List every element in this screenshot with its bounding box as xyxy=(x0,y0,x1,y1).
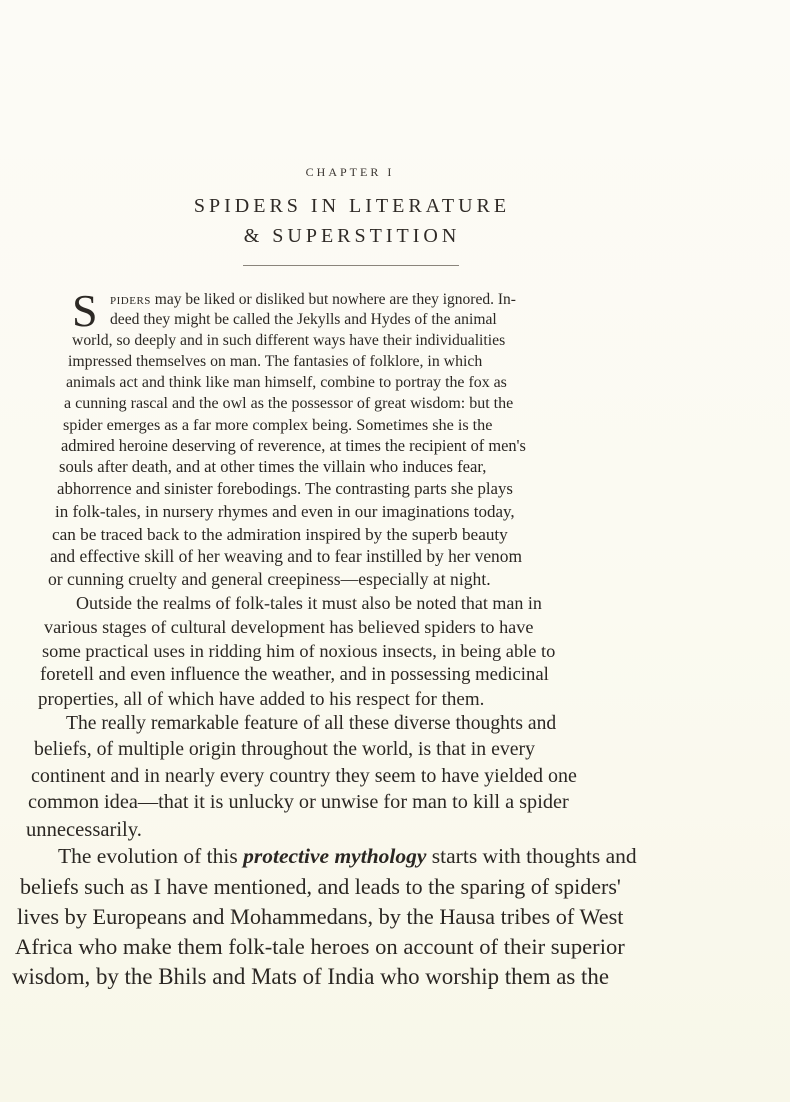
body-line: Africa who make them folk-tale heroes on account of their superior xyxy=(15,934,625,959)
body-line: common idea—that it is unlucky or unwise for man to kill a spider xyxy=(28,791,569,813)
chapter-title-line-1: SPIDERS IN LITERATURE xyxy=(193,195,511,217)
body-line: or cunning cruelty and general creepiness—especially at night. xyxy=(48,569,491,589)
body-line: lives by Europeans and Mohammedans, by the Hausa tribes of West xyxy=(17,904,624,929)
chapter-title-line-2: & SUPERSTITION xyxy=(243,225,461,247)
body-line: beliefs, of multiple origin throughout the world, is that in every xyxy=(34,738,536,760)
body-line: foretell and even influence the weather, and in possessing medicinal xyxy=(40,664,549,685)
body-line: abhorrence and sinister forebodings. The contrasting parts she plays xyxy=(57,479,513,498)
body-line: animals act and think like man himself, combine to portray the fox as xyxy=(66,374,507,391)
body-line: Outside the realms of folk-tales it must also be noted that man in xyxy=(76,593,542,613)
body-line: beliefs such as I have mentioned, and leads to the sparing of spiders' xyxy=(20,874,621,899)
body-line: and effective skill of her weaving and to fear instilled by her venom xyxy=(50,546,522,566)
emphasis-protective-mythology: protective mythology xyxy=(243,844,427,868)
body-line: piders may be liked or disliked but nowhere are they ignored. In- xyxy=(110,291,516,308)
body-line: souls after death, and at other times the villain who induces fear, xyxy=(59,457,487,476)
body-line: impressed themselves on man. The fantasies of folklore, in which xyxy=(68,353,483,370)
body-line: admired heroine deserving of reverence, at times the recipient of men's xyxy=(61,436,526,455)
body-line: deed they might be called the Jekylls and Hydes of the animal xyxy=(110,311,497,328)
body-line: can be traced back to the admiration inspired by the superb beauty xyxy=(52,525,508,544)
body-line: various stages of cultural development has believed spiders to have xyxy=(44,617,534,637)
body-line: unnecessarily. xyxy=(26,819,142,841)
body-line: wisdom, by the Bhils and Mats of India who worship them as the xyxy=(12,964,610,989)
body-line: The really remarkable feature of all these diverse thoughts and xyxy=(66,713,557,734)
body-line: a cunning rascal and the owl as the possessor of great wisdom: but the xyxy=(64,395,514,412)
body-line: in folk-tales, in nursery rhymes and even in our imaginations today, xyxy=(55,502,515,521)
first-word: piders xyxy=(110,291,151,308)
body-line: continent and in nearly every country they seem to have yielded one xyxy=(31,765,577,787)
body-line: spider emerges as a far more complex being. Sometimes she is the xyxy=(63,416,493,434)
body-line: some practical uses in ridding him of noxious insects, in being able to xyxy=(42,641,556,661)
body-line: world, so deeply and in such different ways have their individualities xyxy=(72,332,506,349)
chapter-label: CHAPTER I xyxy=(305,165,395,179)
drop-cap: S xyxy=(72,285,98,336)
body-line: The evolution of this protective mythology starts with thoughts and xyxy=(58,844,637,868)
body-line: properties, all of which have added to his respect for them. xyxy=(38,689,485,710)
